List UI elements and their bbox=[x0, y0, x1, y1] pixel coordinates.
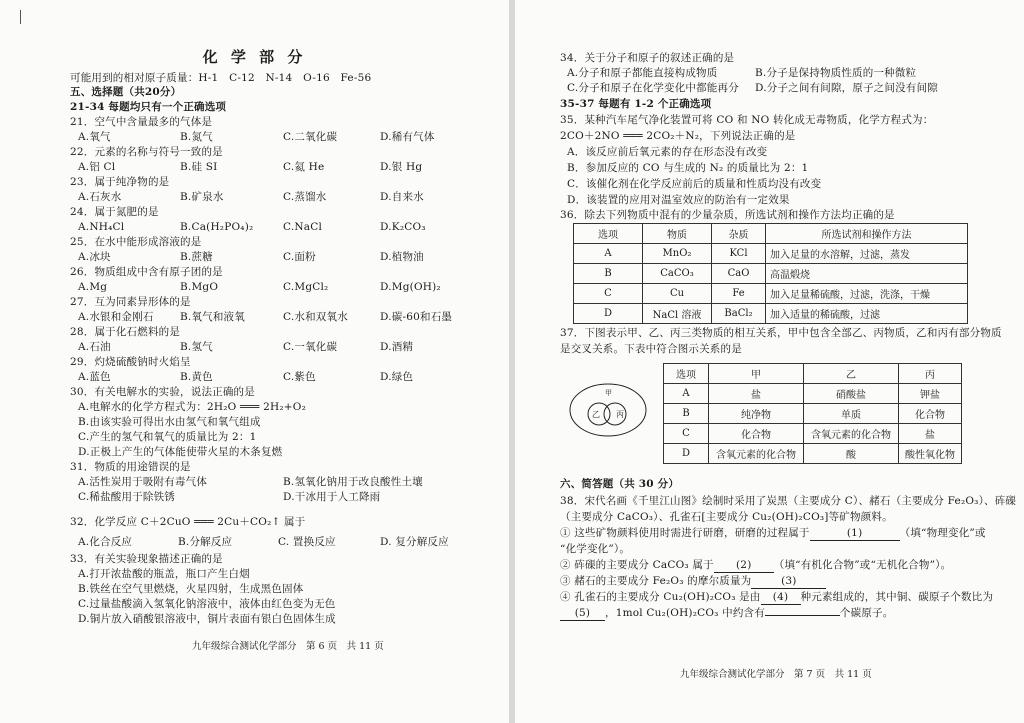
question-option: D.酒精 bbox=[380, 341, 414, 353]
answer-blank-1[interactable]: (1) bbox=[810, 527, 900, 541]
q38-sub2-tail: （填“有机化合物”或“无机化合物”）。 bbox=[773, 559, 952, 571]
page-footer-right: 九年级综合测试化学部分 第 7 页 共 11 页 bbox=[680, 669, 872, 680]
table-cell: 加入足量稀硫酸，过滤，洗涤，干燥 bbox=[766, 284, 968, 304]
page-title: 化 学 部 分 bbox=[202, 48, 307, 66]
q37-stem-line1: 37．下图表示甲、乙、丙三类物质的相互关系，甲中包含全部乙、丙物质，乙和丙有部分物质 bbox=[560, 327, 1002, 339]
venn-right-label: 丙 bbox=[616, 410, 624, 419]
question-option: D.自来水 bbox=[380, 191, 424, 203]
answer-blank-3[interactable]: (3) bbox=[751, 575, 826, 589]
table-cell: 盐 bbox=[709, 384, 804, 404]
question-option: B.黄色 bbox=[180, 371, 213, 383]
question-option: A.NH₄Cl bbox=[78, 221, 125, 233]
table-row bbox=[574, 284, 968, 304]
q36-table bbox=[573, 223, 968, 324]
answer-blank-2[interactable]: (2) bbox=[714, 559, 774, 573]
q34-option-c: C.分子和原子在化学变化中都能再分 bbox=[567, 82, 739, 94]
margin-mark bbox=[20, 10, 21, 24]
table-header-cell: 所选试剂和操作方法 bbox=[766, 224, 968, 244]
q37-table bbox=[663, 363, 962, 464]
table-cell: 硝酸盐 bbox=[804, 384, 899, 404]
q36-stem: 36．除去下列物质中混有的少量杂质，所选试剂和操作方法均正确的是 bbox=[560, 209, 895, 221]
question-option: C.一氧化碳 bbox=[283, 341, 338, 353]
question-option: B.氮气 bbox=[180, 131, 213, 143]
table-cell: A bbox=[664, 384, 709, 404]
table-header-cell: 选项 bbox=[664, 364, 709, 384]
table-row bbox=[664, 384, 962, 404]
q32-option-d: D. 复分解反应 bbox=[380, 536, 449, 548]
question-option: D.碳-60和石墨 bbox=[380, 311, 453, 323]
question-option: D.Mg(OH)₂ bbox=[380, 281, 441, 293]
table-cell: 化合物 bbox=[899, 404, 962, 424]
table-header-row bbox=[664, 364, 962, 384]
q34-option-a: A.分子和原子都能直接构成物质 bbox=[567, 67, 718, 79]
question-option: D.稀有气体 bbox=[380, 131, 435, 143]
question-option: C.二氧化碳 bbox=[283, 131, 338, 143]
question-option: D.绿色 bbox=[380, 371, 414, 383]
question-stem: 21．空气中含量最多的气体是 bbox=[70, 116, 213, 128]
q30-option-c: C.产生的氢气和氧气的质量比为 2：1 bbox=[78, 431, 257, 443]
question-option: A.Mg bbox=[78, 281, 108, 293]
q30-option-d: D.正极上产生的气体能使带火星的木条复燃 bbox=[78, 446, 283, 458]
question-stem: 27．互为同素异形体的是 bbox=[70, 296, 191, 308]
question-stem: 26．物质组成中含有原子团的是 bbox=[70, 266, 223, 278]
table-row bbox=[664, 424, 962, 444]
table-cell: C bbox=[574, 284, 643, 304]
question-option: C.面粉 bbox=[283, 251, 316, 263]
table-header-cell: 选项 bbox=[574, 224, 643, 244]
table-cell: 化合物 bbox=[709, 424, 804, 444]
q38-sub3 bbox=[560, 575, 826, 589]
table-cell: 加入足量的水溶解，过滤，蒸发 bbox=[766, 244, 968, 264]
table-cell: B bbox=[664, 404, 709, 424]
table-row bbox=[664, 444, 962, 464]
question-stem: 25．在水中能形成溶液的是 bbox=[70, 236, 202, 248]
q35-stem: 35．某种汽车尾气净化装置可将 CO 和 NO 转化成无毒物质，化学方程式为： bbox=[560, 114, 934, 126]
table-row bbox=[574, 264, 968, 284]
question-option: D.植物油 bbox=[380, 251, 424, 263]
table-cell: 酸性氧化物 bbox=[899, 444, 962, 464]
question-option: B.矿泉水 bbox=[180, 191, 224, 203]
q31-option-d: D.干冰用于人工降雨 bbox=[283, 491, 381, 503]
q38-sub2-text: ② 砗磲的主要成分 CaCO₃ 属于 bbox=[560, 559, 714, 571]
venn-left-label: 乙 bbox=[592, 410, 600, 419]
q32-option-b: B.分解反应 bbox=[178, 536, 233, 548]
question-option: B.氧气和液氧 bbox=[180, 311, 245, 323]
table-cell: 单质 bbox=[804, 404, 899, 424]
left-page bbox=[0, 0, 509, 723]
q38-sub4-text: ④ 孔雀石的主要成分 Cu₂(OH)₂CO₃ 是由 bbox=[560, 591, 761, 603]
q38-sub2 bbox=[560, 559, 951, 573]
q30-option-b: B.由该实验可得出水由氢气和氧气组成 bbox=[78, 416, 261, 428]
atomic-masses: 可能用到的相对原子质量：H-1 C-12 N-14 O-16 Fe-56 bbox=[70, 72, 372, 84]
answer-blank-5[interactable]: (5) bbox=[560, 607, 605, 621]
table-row bbox=[574, 244, 968, 264]
table-cell: Fe bbox=[712, 284, 766, 304]
table-cell: CaO bbox=[712, 264, 766, 284]
venn-outer-label: 甲 bbox=[605, 389, 612, 397]
table-cell: B bbox=[574, 264, 643, 284]
q38-sub4 bbox=[560, 591, 993, 605]
table-cell: NaCl 溶液 bbox=[643, 304, 712, 324]
question-option: A.氧气 bbox=[78, 131, 111, 143]
table-cell: 钾盐 bbox=[899, 384, 962, 404]
table-header-cell: 乙 bbox=[804, 364, 899, 384]
q38-sub1-tail: （填“物理变化”或 bbox=[899, 527, 986, 539]
answer-blank-4[interactable]: (4) bbox=[761, 591, 801, 605]
q35-option-c: C．该催化剂在化学反应前后的质量和性质均没有改变 bbox=[567, 178, 822, 190]
table-cell: 盐 bbox=[899, 424, 962, 444]
table-cell: 酸 bbox=[804, 444, 899, 464]
question-stem: 29．灼烧硫酸钠时火焰呈 bbox=[70, 356, 191, 368]
table-cell: 高温煅烧 bbox=[766, 264, 968, 284]
question-option: C.NaCl bbox=[283, 221, 323, 233]
q34-option-d: D.分子之间有间隙，原子之间没有间隙 bbox=[755, 82, 938, 94]
q33-option-d: D.铜片放入硝酸银溶液中，铜片表面有银白色固体生成 bbox=[78, 613, 336, 625]
q35-option-d: D．该装置的应用对温室效应的防治有一定效果 bbox=[567, 194, 790, 206]
table-row bbox=[574, 304, 968, 324]
q38-sub4-tail: 种元素组成的，其中铜、碳原子个数比为 bbox=[800, 591, 994, 603]
q33-option-c: C.过量盐酸滴入氢氧化钠溶液中，液体由红色变为无色 bbox=[78, 598, 336, 610]
q35-option-b: B．参加反应的 CO 与生成的 N₂ 的质量比为 2：1 bbox=[567, 162, 809, 174]
question-stem: 28．属于化石燃料的是 bbox=[70, 326, 181, 338]
question-option: C.水和双氧水 bbox=[283, 311, 348, 323]
question-option: A.水银和金刚石 bbox=[78, 311, 154, 323]
table-header-cell: 物质 bbox=[643, 224, 712, 244]
q31-option-a: A.活性炭用于吸附有毒气体 bbox=[78, 476, 208, 488]
q32-option-c: C. 置换反应 bbox=[278, 536, 336, 548]
q34-option-b: B.分子是保持物质性质的一种微粒 bbox=[755, 67, 917, 79]
question-option: C.蒸馏水 bbox=[283, 191, 327, 203]
question-stem: 24．属于氮肥的是 bbox=[70, 206, 159, 218]
table-cell: D bbox=[664, 444, 709, 464]
table-row bbox=[664, 404, 962, 424]
q31-stem: 31．物质的用途错误的是 bbox=[70, 461, 191, 473]
question-option: B.MgO bbox=[180, 281, 219, 293]
table-header-cell: 丙 bbox=[899, 364, 962, 384]
section5-header: 五、选择题（共20分） bbox=[70, 86, 182, 98]
q38-line1: 38．宋代名画《千里江山图》绘制时采用了炭黑（主要成分 C）、赭石（主要成分 Fe₂O₃）、砗磲 bbox=[560, 495, 1017, 507]
q33-option-a: A.打开浓盐酸的瓶盖，瓶口产生白烟 bbox=[78, 568, 250, 580]
q33-option-b: B.铁丝在空气里燃烧，火星四射，生成黑色固体 bbox=[78, 583, 304, 595]
q38-sub4-end: 个碳原子。 bbox=[839, 607, 894, 619]
question-option: A.石油 bbox=[78, 341, 111, 353]
q30-stem: 30．有关电解水的实验，说法正确的是 bbox=[70, 386, 255, 398]
table-header-row bbox=[574, 224, 968, 244]
question-option: D.银 Hg bbox=[380, 161, 423, 173]
table-header-cell: 杂质 bbox=[712, 224, 766, 244]
question-option: A.冰块 bbox=[78, 251, 111, 263]
table-cell: D bbox=[574, 304, 643, 324]
question-option: A.石灰水 bbox=[78, 191, 122, 203]
question-option: A.蓝色 bbox=[78, 371, 111, 383]
q38-sub1-cont: “化学变化”）。 bbox=[560, 543, 631, 555]
q38-line2: （主要成分 CaCO₃）、孔雀石[主要成分 Cu₂(OH)₂CO₃]等矿物颜料。 bbox=[560, 511, 893, 523]
single-choice-note: 21-34 每题均只有一个正确选项 bbox=[70, 101, 227, 113]
q31-option-b: B.氢氧化钠用于改良酸性土壤 bbox=[283, 476, 423, 488]
table-cell: CaCO₃ bbox=[643, 264, 712, 284]
q38-sub4-cont bbox=[560, 607, 893, 621]
q38-sub1-text: ① 这些矿物颜料使用时需进行研磨，研磨的过程属于 bbox=[560, 527, 810, 539]
answer-blank-6[interactable] bbox=[765, 615, 840, 616]
question-option: A.铝 Cl bbox=[78, 161, 116, 173]
table-cell: KCl bbox=[712, 244, 766, 264]
table-cell: 加入适量的稀硫酸，过滤 bbox=[766, 304, 968, 324]
q37-stem-line2: 是交叉关系。下表中符合图示关系的是 bbox=[560, 343, 742, 355]
q35-equation: 2CO＋2NO ═══ 2CO₂＋N₂，下列说法正确的是 bbox=[560, 130, 796, 142]
question-option: B.蔗糖 bbox=[180, 251, 213, 263]
question-option: D.K₂CO₃ bbox=[380, 221, 426, 233]
table-cell: A bbox=[574, 244, 643, 264]
q31-option-c: C.稀盐酸用于除铁锈 bbox=[78, 491, 175, 503]
question-option: C.紫色 bbox=[283, 371, 316, 383]
table-cell: MnO₂ bbox=[643, 244, 712, 264]
page-footer: 九年级综合测试化学部分 第 6 页 共 11 页 bbox=[192, 641, 384, 652]
q30-option-a: A.电解水的化学方程式为：2H₂O ═══ 2H₂+O₂ bbox=[78, 401, 306, 413]
question-option: B.硅 SI bbox=[180, 161, 218, 173]
question-option: C.氦 He bbox=[283, 161, 325, 173]
table-cell: BaCl₂ bbox=[712, 304, 766, 324]
table-cell: Cu bbox=[643, 284, 712, 304]
q33-stem: 33．有关实验现象描述正确的是 bbox=[70, 553, 223, 565]
question-stem: 22．元素的名称与符号一致的是 bbox=[70, 146, 223, 158]
section6-header: 六、简答题（共 30 分） bbox=[560, 478, 680, 490]
table-cell: 含氧元素的化合物 bbox=[709, 444, 804, 464]
table-header-cell: 甲 bbox=[709, 364, 804, 384]
venn-diagram bbox=[568, 381, 648, 439]
q32-stem: 32．化学反应 C＋2CuO ═══ 2Cu＋CO₂↑ 属于 bbox=[70, 516, 306, 528]
q38-sub1 bbox=[560, 527, 986, 541]
table-cell: C bbox=[664, 424, 709, 444]
question-option: C.MgCl₂ bbox=[283, 281, 329, 293]
table-cell: 含氧元素的化合物 bbox=[804, 424, 899, 444]
multi-choice-note: 35-37 每题有 1-2 个正确选项 bbox=[560, 98, 712, 110]
question-option: B.氢气 bbox=[180, 341, 213, 353]
q38-sub4-cont-text: ，1mol Cu₂(OH)₂CO₃ 中约含有 bbox=[605, 607, 765, 619]
question-option: B.Ca(H₂PO₄)₂ bbox=[180, 221, 254, 233]
q32-option-a: A.化合反应 bbox=[78, 536, 133, 548]
question-stem: 23．属于纯净物的是 bbox=[70, 176, 170, 188]
table-cell: 纯净物 bbox=[709, 404, 804, 424]
q38-sub3-text: ③ 赭石的主要成分 Fe₂O₃ 的摩尔质量为 bbox=[560, 575, 752, 587]
q35-option-a: A．该反应前后氧元素的存在形态没有改变 bbox=[567, 146, 768, 158]
q34-stem: 34．关于分子和原子的叙述正确的是 bbox=[560, 52, 735, 64]
